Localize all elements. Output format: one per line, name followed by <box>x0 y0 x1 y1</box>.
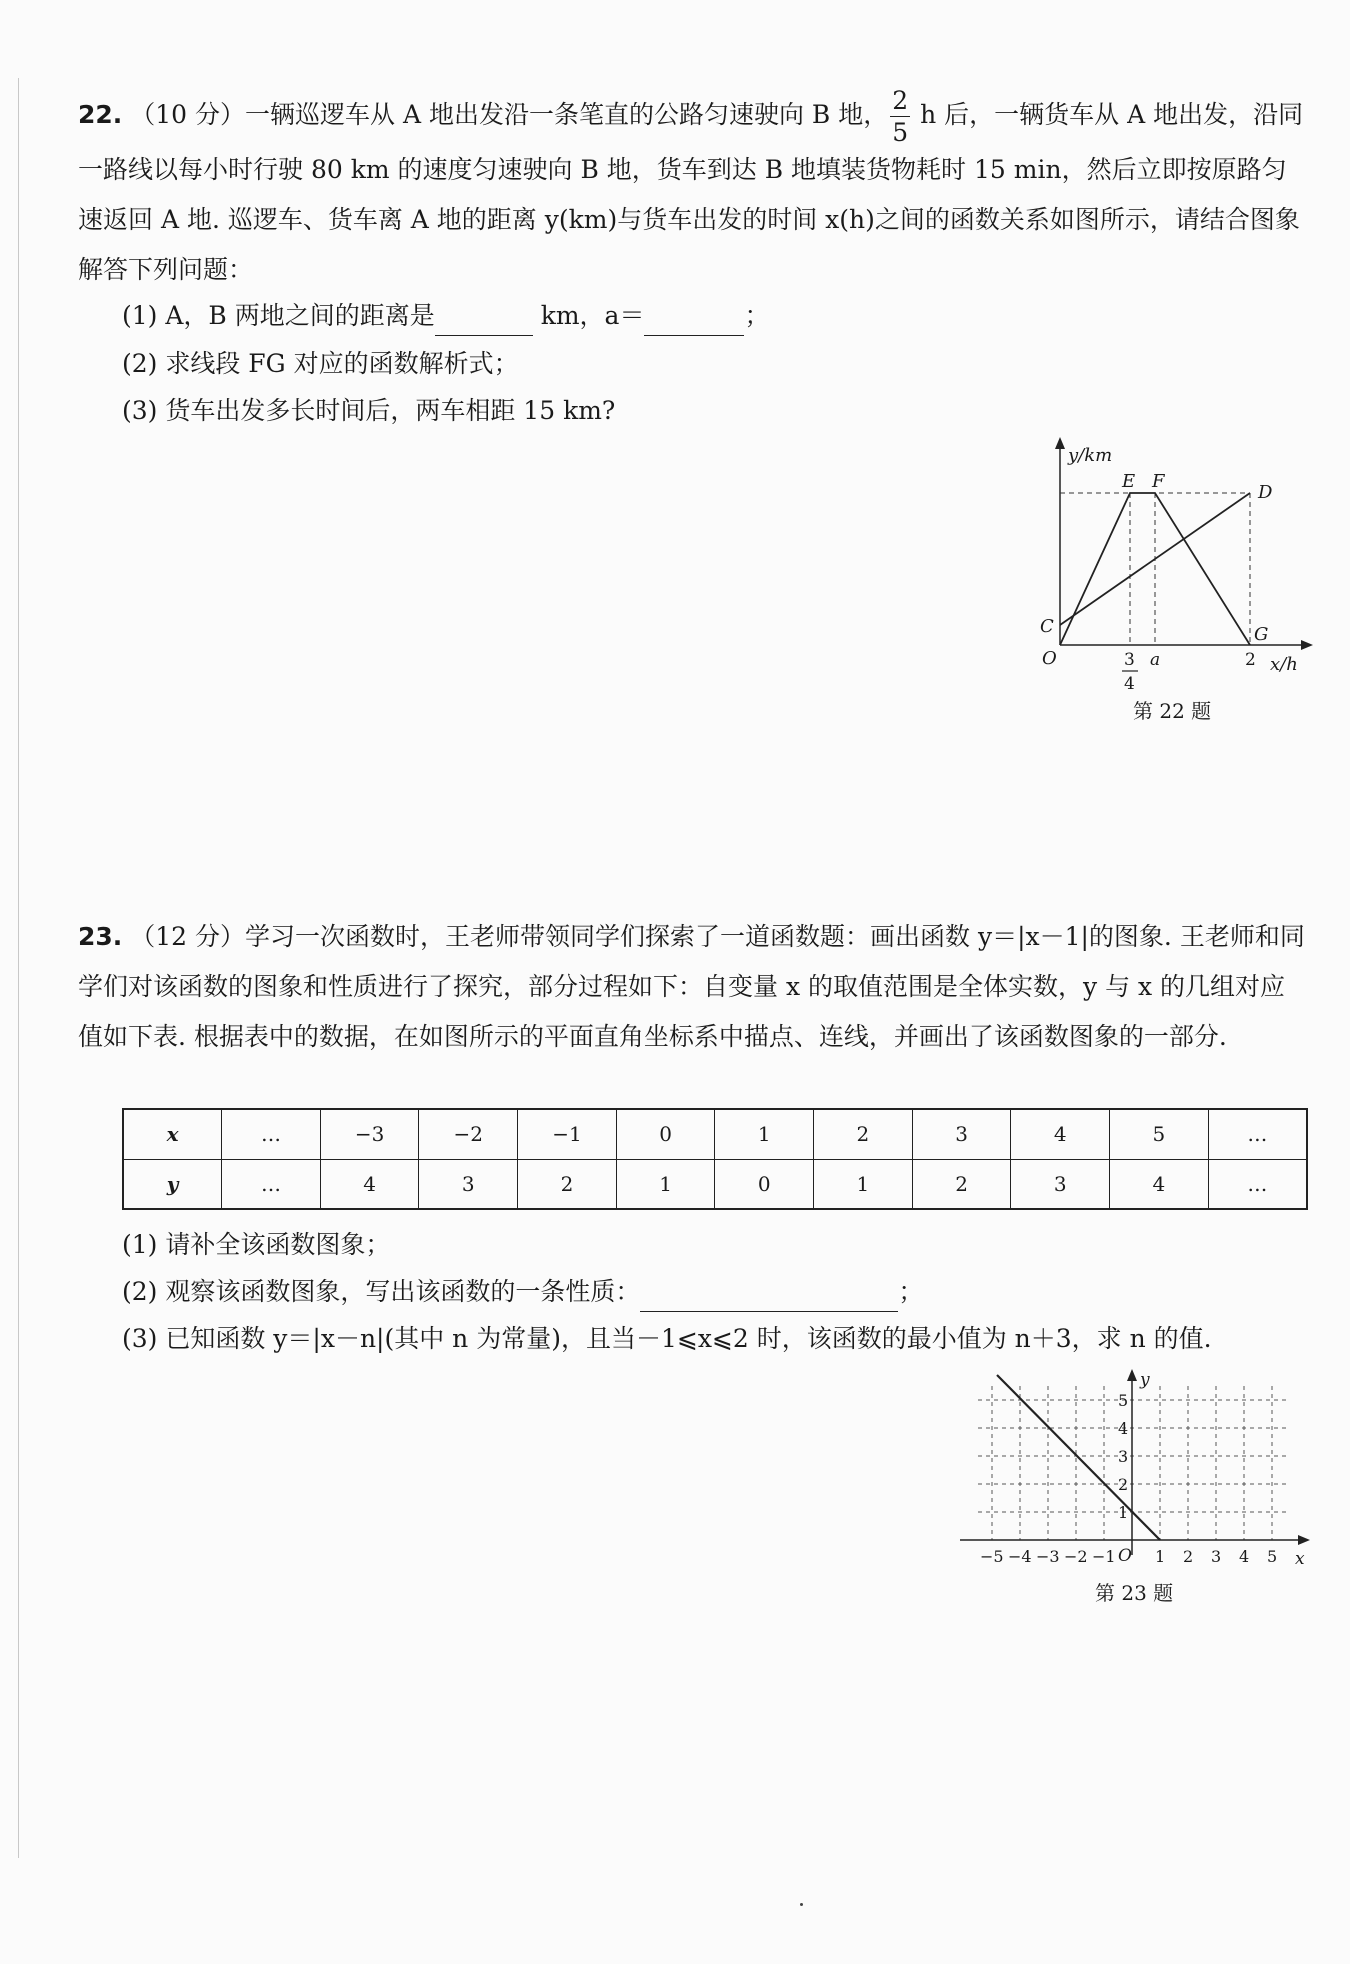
q23-value-table <box>122 1108 1308 1210</box>
x-tick-label: −2 <box>1064 1547 1088 1566</box>
table-header-x: x <box>123 1109 222 1159</box>
margin-line <box>18 78 19 1858</box>
q22-label-g: G <box>1254 624 1269 645</box>
q22-line1-b: h 后，一辆货车从 A 地出发，沿同一路 <box>78 100 1304 184</box>
q22-text <box>78 88 1308 295</box>
q22-tick-frac-den: 4 <box>1124 674 1135 694</box>
table-cell: 3 <box>1011 1159 1110 1209</box>
q22-blank-distance[interactable] <box>435 305 533 336</box>
x-tick-label: 4 <box>1239 1547 1250 1566</box>
q23-origin: O <box>1118 1546 1132 1566</box>
y-tick-label: 4 <box>1118 1419 1129 1438</box>
q22-y-arrow <box>1055 437 1065 449</box>
x-tick-label: 1 <box>1155 1547 1166 1566</box>
q22-label-e: E <box>1122 471 1136 492</box>
q22-tick-a: a <box>1150 650 1161 670</box>
table-cell: −3 <box>320 1109 419 1159</box>
q22-x-arrow <box>1301 640 1313 650</box>
q23-number: 23. <box>78 922 123 951</box>
x-tick-label: −4 <box>1008 1547 1032 1566</box>
table-cell: 2 <box>814 1109 913 1159</box>
x-tick-label: 3 <box>1211 1547 1222 1566</box>
table-cell: … <box>222 1109 321 1159</box>
q22-number: 22. <box>78 100 123 129</box>
x-tick-label: −3 <box>1036 1547 1060 1566</box>
q23-sub2: (2) 观察该函数图象，写出该函数的一条性质： ； <box>122 1272 923 1312</box>
q22-label-d: D <box>1258 482 1273 503</box>
q22-fraction: $\frac{2}{5}$ <box>892 86 909 147</box>
table-cell: 2 <box>912 1159 1011 1209</box>
table-cell: 0 <box>616 1109 715 1159</box>
y-tick-label: 5 <box>1118 1391 1129 1410</box>
q23-text <box>78 912 1308 1062</box>
q22-sub1: (1) A，B 两地之间的距离是 km，a＝ ； <box>122 296 769 336</box>
q23-y-label: y <box>1140 1370 1150 1390</box>
table-cell: … <box>1208 1159 1307 1209</box>
q22-caption: 第 22 题 <box>1133 699 1212 723</box>
table-cell: 4 <box>1011 1109 1110 1159</box>
x-tick-label: −1 <box>1092 1547 1116 1566</box>
table-cell: 1 <box>616 1159 715 1209</box>
table-cell: 4 <box>320 1159 419 1209</box>
y-tick-label: 3 <box>1118 1447 1129 1466</box>
y-tick-label: 2 <box>1118 1475 1129 1494</box>
table-row-x <box>123 1109 1307 1159</box>
q22-sub2: (2) 求线段 FG 对应的函数解析式； <box>122 349 519 378</box>
q23-x-arrow <box>1298 1535 1310 1545</box>
q22-sub3: (3) 货车出发多长时间后，两车相距 15 km? <box>122 396 616 425</box>
table-row-y <box>123 1159 1307 1209</box>
table-cell: … <box>222 1159 321 1209</box>
table-cell: −1 <box>518 1109 617 1159</box>
q22-line1-a: （10 分）一辆巡逻车从 A 地出发沿一条笔直的公路匀速驶向 B 地， <box>130 100 889 129</box>
table-cell: 4 <box>1110 1159 1209 1209</box>
q22-label-f: F <box>1152 471 1165 492</box>
q22-x-label: x/h <box>1270 654 1298 675</box>
q23-x-label: x <box>1295 1549 1305 1569</box>
q22-tick-2: 2 <box>1245 650 1256 670</box>
q23-sub1: (1) 请补全该函数图象； <box>122 1230 391 1259</box>
q23-graph <box>950 1365 1320 1575</box>
q22-origin: O <box>1042 648 1057 669</box>
table-cell: 2 <box>518 1159 617 1209</box>
table-cell: 3 <box>912 1109 1011 1159</box>
x-tick-label: 2 <box>1183 1547 1194 1566</box>
x-tick-label: 5 <box>1267 1547 1278 1566</box>
table-cell: 0 <box>715 1159 814 1209</box>
y-tick-label: 1 <box>1118 1503 1129 1522</box>
table-cell: 3 <box>419 1159 518 1209</box>
table-cell: … <box>1208 1109 1307 1159</box>
table-cell: 5 <box>1110 1109 1209 1159</box>
q23-sub3: (3) 已知函数 y＝|x－n|(其中 n 为常量)，且当－1⩽x⩽2 时，该函数的最小值为 n＋3，求 n 的值. <box>122 1324 1212 1353</box>
q23-caption: 第 23 题 <box>1095 1581 1174 1605</box>
table-cell: 1 <box>715 1109 814 1159</box>
q23-body: （12 分）学习一次函数时，王老师带领同学们探索了一道函数题：画出函数 y＝|x－1|的图象. 王老师和同学们对该函数的图象和性质进行了探究，部分过程如下：自变量 x 的取值范围是全体实数，y 与 x 的几组对应值如下表. 根据表中的数据，在如图所示的平面直角坐标系中描点、连线，并画出了该函数图象的一部分. <box>78 922 1305 1051</box>
table-cell: 1 <box>814 1159 913 1209</box>
table-header-y: y <box>123 1159 222 1209</box>
q23-function-line <box>997 1375 1160 1540</box>
q22-blank-a[interactable] <box>644 305 744 336</box>
page-dot <box>800 1903 803 1906</box>
q22-graph <box>1030 435 1330 695</box>
q22-body: 线以每小时行驶 80 km 的速度匀速驶向 B 地，货车到达 B 地填装货物耗时 15 min，然后立即按原路匀速返回 A 地. 巡逻车、货车离 A 地的距离 y(km)与货车出发的时间 x(h)之间的函数关系如图所示，请结合图象解答下列问题： <box>78 155 1300 284</box>
q23-y-arrow <box>1127 1369 1137 1381</box>
q22-label-c: C <box>1040 616 1054 637</box>
q22-tick-frac-num: 3 <box>1124 650 1135 670</box>
q23-blank-property[interactable] <box>640 1281 898 1312</box>
x-tick-label: −5 <box>980 1547 1004 1566</box>
q22-y-label: y/km <box>1068 445 1113 466</box>
table-cell: −2 <box>419 1109 518 1159</box>
